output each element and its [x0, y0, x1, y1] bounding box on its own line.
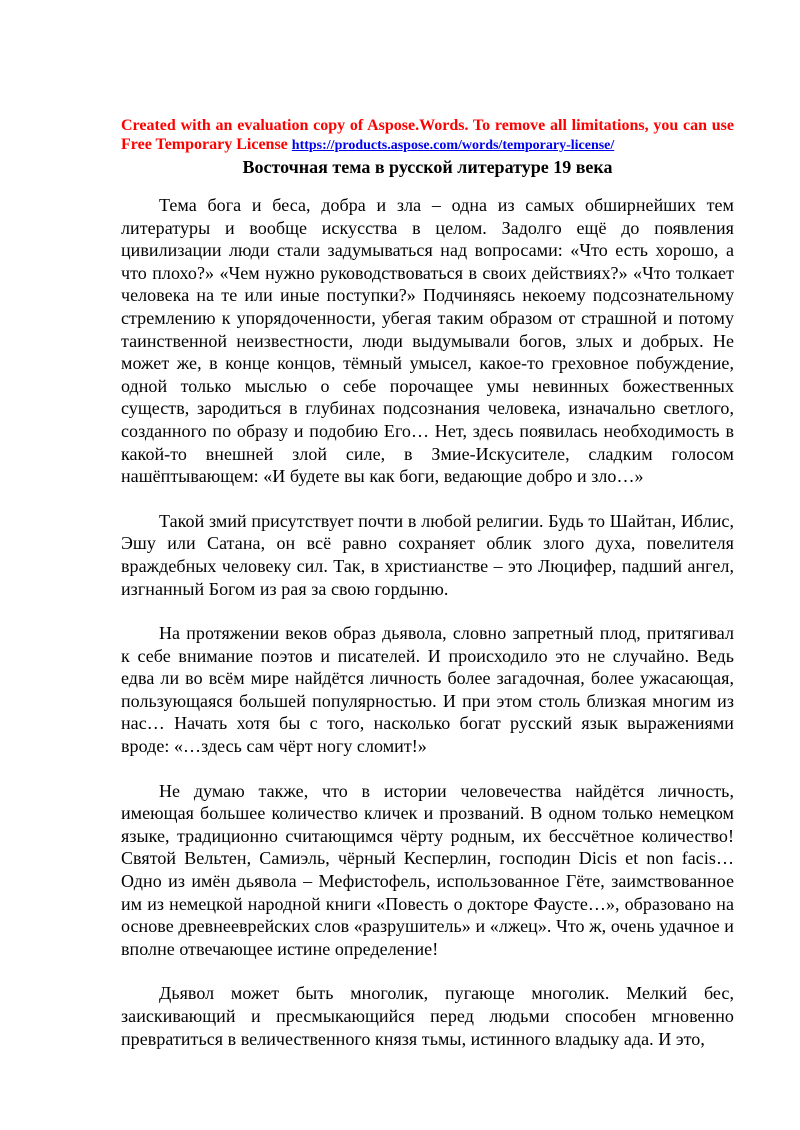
- body-paragraph-2: Такой змий присутствует почти в любой религии. Будь то Шайтан, Иблис, Эшу или Сатана, он всё равно сохраняет облик злого духа, повелителя враждебных человеку сил. Так, в христианстве – это Люцифер, падший ангел, изгнанный Богом из рая за свою гордыню.: [121, 510, 734, 599]
- temporary-license-link[interactable]: https://products.aspose.com/words/temporary-license/: [291, 138, 615, 153]
- document-title: Восточная тема в русской литературе 19 века: [242, 157, 613, 177]
- document-body: [121, 194, 734, 1050]
- page-content: [121, 116, 734, 1072]
- body-paragraph-5: Дьявол может быть многолик, пугающе многолик. Мелкий бес, заискивающий и пресмыкающийся перед людьми способен мгновенно превратиться в величественного князя тьмы, истинного владыку ада. И это,: [121, 983, 734, 1049]
- evaluation-notice: [121, 116, 734, 155]
- body-paragraph-3: На протяжении веков образ дьявола, словно запретный плод, притягивал к себе внимание поэтов и писателей. И происходило это не случайно. Ведь едва ли во всём мире найдётся личность более загадочная, более ужасающая, пользующаяся большей популярностью. И при этом столь близкая многим из нас… Начать хотя бы с того, насколько богат русский язык выражениями вроде: «…здесь сам чёрт ногу сломит!»: [121, 623, 734, 757]
- body-paragraph-1: Тема бога и беса, добра и зла – одна из самых обширнейших тем литературы и вообще искусства в целом. Задолго ещё до появления цивилизации люди стали задумываться над вопросами: «Что есть хорошо, а что плохо?» «Чем нужно руководствоваться в своих действиях?» «Что толкает человека на те или иные поступки?» Подчиняясь некоему подсознательному стремлению к упорядоченности, убегая таким образом от страшной и потому таинственной неизвестности, люди выдумывали богов, злых и добрых. Не может же, в конце концов, тёмный умысел, какое-то греховное побуждение, одной только мыслью о себе порочащее умы невинных божественных существ, зародиться в глубинах подсознания человека, изначально светлого, созданного по образу и подобию Его… Нет, здесь появилась необходимость в какой-то внешней злой силе, в Змие-Искусителе, сладким голосом нашёптывающем: «И будете вы как боги, ведающие добро и зло…»: [121, 195, 734, 487]
- body-paragraph-4: Не думаю также, что в истории человечества найдётся личность, имеющая большее количество кличек и прозваний. В одном только немецком языке, традиционно считающимся чёрту родным, их бессчётное количество! Святой Вельтен, Самиэль, чёрный Кесперлин, господин Dicis et non facis… Одно из имён дьявола – Мефистофель, использованное Гёте, заимствованное им из немецкой народной книги «Повесть о докторе Фаусте…», образовано на основе древнееврейских слов «разрушитель» и «лжец». Что ж, очень удачное и вполне отвечающее истине определение!: [121, 780, 734, 959]
- evaluation-notice-text: Created with an evaluation copy of Aspose.Words. To remove all limitations, you can use Free Temporary License: [121, 117, 734, 153]
